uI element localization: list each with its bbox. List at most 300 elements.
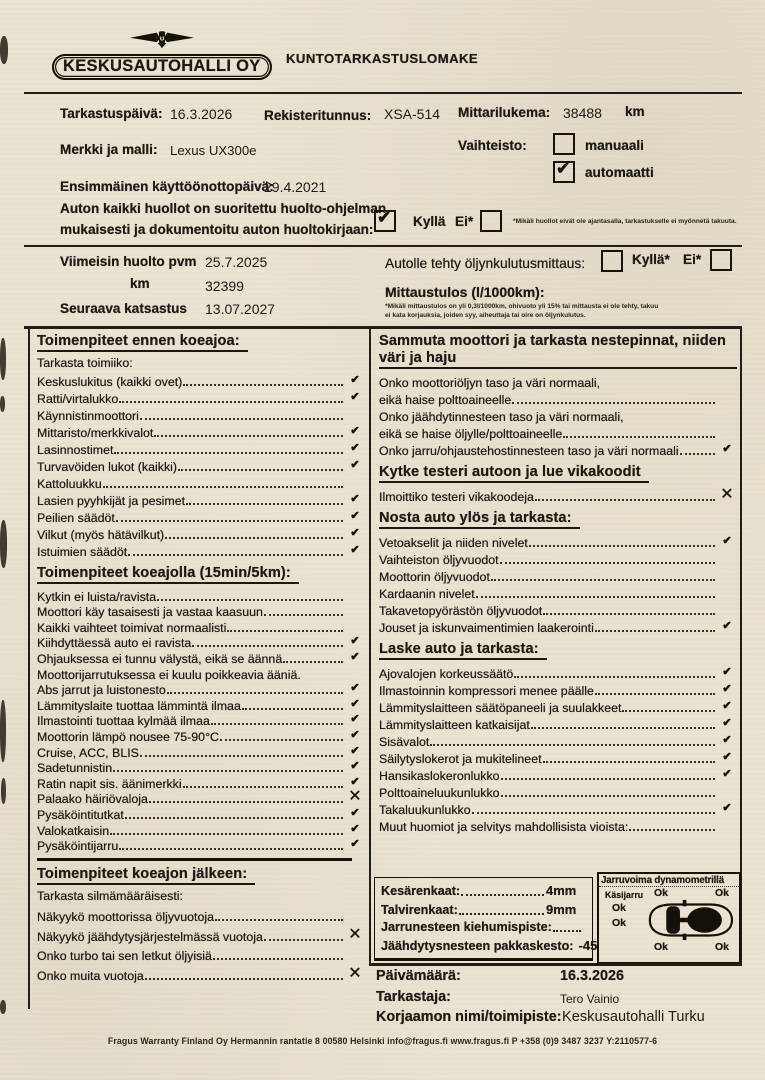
x-mark-icon: ✕ bbox=[348, 964, 362, 982]
dotted-leader bbox=[145, 978, 343, 980]
dotted-leader bbox=[629, 829, 715, 831]
dotted-leader bbox=[113, 770, 343, 772]
checklist-item bbox=[379, 567, 737, 584]
dotted-leader bbox=[103, 486, 343, 488]
checklist-item-label: eikä haise polttoaineelle bbox=[379, 393, 512, 407]
checklist-item bbox=[379, 800, 737, 817]
checklist-item bbox=[379, 601, 737, 618]
inspection-date-value: 16.3.2026 bbox=[170, 106, 233, 122]
x-mark-icon: ✕ bbox=[720, 486, 734, 503]
coolant-row bbox=[381, 937, 598, 953]
brake-dyno-title: Jarruvoima dynamometrillä bbox=[599, 874, 739, 887]
checklist-item-label: Muut huomiot ja selvitys mahdollisista vioista: bbox=[379, 820, 629, 834]
dotted-leader bbox=[165, 537, 343, 539]
odometer-unit: km bbox=[625, 104, 645, 119]
check-mark-icon: ✔ bbox=[350, 425, 360, 437]
dotted-leader bbox=[186, 503, 343, 505]
service-fineprint: *Mikäli huollot eivät ole ajantasalla, tarkastukselle ei myönnetä takuuta. bbox=[513, 218, 737, 225]
checklist-item-label: Ilmoittiko testeri vikakoodeja bbox=[379, 490, 534, 504]
odometer-value: 38488 bbox=[563, 105, 602, 121]
dotted-leader bbox=[125, 817, 343, 819]
winter-tyres-row bbox=[381, 902, 586, 917]
checklist-item-label: Kiihdyttäessä auto ei ravista bbox=[37, 636, 192, 651]
divider bbox=[369, 963, 742, 966]
wheel-ok-front-left: Ok bbox=[654, 887, 669, 899]
section-title-lift: Nosta auto ylös ja tarkasta: bbox=[379, 510, 580, 529]
test-drive-checklist bbox=[37, 588, 365, 853]
checklist-item-label: Istuimien säädöt bbox=[37, 545, 128, 559]
next-inspection-label: Seuraava katsastus bbox=[60, 301, 187, 316]
dotted-leader bbox=[264, 614, 343, 616]
checklist-item bbox=[37, 474, 365, 491]
checklist-item bbox=[37, 389, 365, 406]
dotted-leader bbox=[183, 384, 343, 386]
registration-label: Rekisteritunnus: bbox=[264, 108, 372, 123]
checklist-item-label: Ratin napit sis. äänimerkki bbox=[37, 776, 182, 791]
checklist-item-label: Onko turbo tai sen letkut öljyisiä bbox=[37, 949, 212, 964]
section-title-lower: Laske auto ja tarkasta: bbox=[379, 641, 547, 660]
gearbox-auto-label: automaatti bbox=[585, 165, 654, 180]
dotted-leader bbox=[264, 939, 343, 941]
checklist-item bbox=[37, 775, 365, 791]
post-drive-checklist bbox=[37, 905, 365, 983]
check-mark-icon: ✔ bbox=[350, 635, 360, 648]
left-border bbox=[28, 326, 30, 1009]
fluids-checklist bbox=[379, 373, 737, 458]
logo-text: KESKUSAUTOHALLI OY bbox=[52, 54, 272, 80]
left-column bbox=[37, 333, 365, 983]
dotted-leader bbox=[501, 778, 715, 780]
checklist-item-label: Kytkin ei luista/ravista bbox=[37, 589, 157, 604]
coolant-label: Jäähdytysnesteen pakkaskesto: bbox=[381, 938, 574, 953]
oil-test-label: Autolle tehty öljynkulutusmittaus: bbox=[385, 256, 586, 271]
checklist-item bbox=[379, 487, 737, 504]
dotted-leader bbox=[553, 930, 581, 932]
dotted-leader bbox=[119, 401, 343, 403]
checklist-item-label: Onko muita vuotoja bbox=[37, 968, 144, 983]
dotted-leader bbox=[154, 435, 343, 437]
dotted-leader bbox=[512, 402, 715, 404]
dotted-leader bbox=[680, 453, 715, 455]
check-mark-icon: ✔ bbox=[350, 374, 360, 386]
check-mark-icon: ✔ bbox=[722, 700, 732, 712]
dotted-leader bbox=[140, 755, 343, 757]
checklist-item bbox=[379, 715, 737, 732]
checklist-item-label: Vilkut (myös hätävilkut) bbox=[37, 528, 165, 542]
dotted-leader bbox=[178, 469, 343, 471]
checklist-item bbox=[37, 525, 365, 542]
service-yes-label: Kyllä bbox=[413, 214, 446, 229]
checklist-item-label: Kattoluukku bbox=[37, 477, 102, 491]
dotted-leader bbox=[563, 436, 715, 438]
checklist-item-label: Mittaristo/merkkivalot bbox=[37, 426, 154, 440]
gearbox-auto-checkbox bbox=[553, 161, 575, 183]
dotted-leader bbox=[472, 812, 715, 814]
checklist-item bbox=[379, 441, 737, 458]
checklist-item-label: Pysäköintitutkat bbox=[37, 807, 124, 822]
section-title-fluids-line2: väri ja haju bbox=[379, 350, 737, 369]
checklist-item-label: eikä se haise öljylle/polttoaineelle bbox=[379, 427, 563, 441]
last-service-label: Viimeisin huolto pvm bbox=[60, 254, 197, 269]
service-no-checkbox bbox=[480, 210, 502, 232]
check-mark-icon: ✔ bbox=[722, 620, 732, 632]
wheel-ok-front-right: Ok bbox=[715, 887, 730, 899]
checklist-item-label: Ajovalojen korkeussäätö bbox=[379, 667, 514, 681]
make-model-value: Lexus UX300e bbox=[170, 143, 257, 158]
check-mark-icon: ✔ bbox=[722, 683, 732, 695]
dotted-leader bbox=[140, 418, 343, 420]
dotted-leader bbox=[114, 452, 343, 454]
make-model-label: Merkki ja malli: bbox=[60, 142, 158, 157]
section-subtitle-pre-drive: Tarkasta toimiiko: bbox=[37, 356, 133, 370]
oil-fineprint-line2: ei kata korjauksia, joiden syy, aiheuttaja tai oire on öljynkulutus. bbox=[385, 312, 586, 319]
column-divider bbox=[369, 326, 371, 964]
dotted-leader bbox=[500, 562, 715, 564]
divider bbox=[24, 326, 742, 329]
checklist-item-label: Sadetunnistin bbox=[37, 761, 113, 776]
checklist-item-label: Säilytyslokerot ja mukitelineet bbox=[379, 752, 542, 766]
date-value: 16.3.2026 bbox=[560, 968, 625, 984]
dotted-leader bbox=[476, 596, 715, 598]
scan-artifact bbox=[0, 520, 7, 568]
registration-value: XSA-514 bbox=[384, 106, 441, 122]
dotted-leader bbox=[227, 630, 343, 632]
dotted-leader bbox=[514, 676, 715, 678]
checklist-item-label: Turvavöiden lukot (kaikki) bbox=[37, 460, 178, 474]
inspection-date-label: Tarkastuspäivä: bbox=[60, 106, 163, 121]
check-mark-icon: ✔ bbox=[350, 442, 360, 454]
checklist-item-label: Keskuslukitus (kaikki ovet) bbox=[37, 375, 183, 389]
check-mark-icon: ✔ bbox=[722, 802, 732, 814]
checklist-item-label: Kardaanin nivelet bbox=[379, 587, 475, 601]
checklist-item bbox=[37, 728, 365, 744]
handbrake-label: Käsijarru bbox=[605, 890, 644, 900]
check-mark-icon: ✔ bbox=[350, 544, 360, 556]
checklist-item-label: Onko jarru/ohjaustehostinnesteen taso ja väri normaali bbox=[379, 444, 679, 458]
checklist-item bbox=[379, 584, 737, 601]
dotted-leader bbox=[543, 761, 715, 763]
check-mark-icon: ✔ bbox=[350, 527, 360, 539]
footer-text: Fragus Warranty Finland Oy Hermannin rantatie 8 00580 Helsinki info@fragus.fi www.fragus.fi P +358 (0)9 3487 3237 Y:2110577-6 bbox=[107, 1036, 658, 1046]
summer-tyres-label: Kesärenkaat: bbox=[381, 884, 461, 899]
checklist-item bbox=[37, 542, 365, 559]
summer-tyres-value: 4mm bbox=[546, 883, 577, 899]
dotted-leader bbox=[167, 692, 343, 694]
checklist-item bbox=[379, 817, 737, 834]
checklist-item bbox=[37, 944, 365, 964]
checklist-item bbox=[37, 508, 365, 525]
gearbox-label: Vaihteisto: bbox=[458, 138, 527, 153]
tyre-measurements-box bbox=[374, 877, 598, 961]
section-title-tester: Kytke testeri autoon ja lue vikakoodit bbox=[379, 464, 649, 483]
dotted-leader bbox=[461, 894, 544, 896]
checklist-item bbox=[37, 372, 365, 389]
checklist-item bbox=[37, 963, 365, 983]
checklist-item-label: Vetoakselit ja niiden nivelet bbox=[379, 536, 528, 550]
check-mark-icon: ✔ bbox=[722, 768, 732, 780]
first-registration-label: Ensimmäinen käyttöönottopäivä: bbox=[60, 179, 274, 194]
checklist-item-label: Näkyykö moottorissa öljyvuotoja bbox=[37, 910, 214, 925]
dotted-leader bbox=[543, 613, 715, 615]
checklist-item bbox=[379, 424, 737, 441]
checklist-item bbox=[379, 698, 737, 715]
service-no-label: Ei* bbox=[455, 214, 474, 229]
brake-dyno-box bbox=[597, 872, 741, 964]
checklist-item bbox=[37, 491, 365, 508]
checklist-item bbox=[37, 650, 365, 666]
checklist-item-label: Moottorin öljyvuodot bbox=[379, 570, 490, 584]
checklist-item bbox=[37, 838, 365, 854]
checklist-item bbox=[37, 588, 365, 604]
inspector-value: Tero Vainio bbox=[560, 992, 620, 1006]
section-title-pre-drive: Toimenpiteet ennen koeajoa: bbox=[37, 333, 248, 352]
check-mark-icon: ✔ bbox=[722, 666, 732, 678]
winter-tyres-value: 9mm bbox=[546, 901, 577, 917]
checklist-item-label: Abs jarrut ja luistonesto bbox=[37, 683, 166, 698]
scan-artifact bbox=[0, 700, 6, 762]
first-registration-value: 29.4.2021 bbox=[264, 179, 327, 195]
check-mark-icon: ✔ bbox=[722, 751, 732, 763]
checklist-item-label: Lasien pyyhkijät ja pesimet bbox=[37, 494, 186, 508]
checklist-item-label: Näkyykö jäähdytysjärjestelmässä vuotoja bbox=[37, 929, 263, 944]
date-label: Päivämäärä: bbox=[376, 968, 461, 984]
dotted-leader bbox=[529, 545, 715, 547]
check-mark-icon: ✔ bbox=[350, 459, 360, 471]
wheel-ok-rear-left: Ok bbox=[654, 941, 669, 953]
checklist-item bbox=[37, 905, 365, 925]
service-yes-checkbox bbox=[374, 210, 396, 232]
dotted-leader bbox=[595, 630, 715, 632]
dotted-leader bbox=[622, 710, 715, 712]
company-logo bbox=[52, 30, 272, 80]
checklist-item bbox=[37, 788, 365, 807]
checklist-item bbox=[379, 749, 737, 766]
dotted-leader bbox=[430, 744, 715, 746]
wings-icon bbox=[126, 30, 198, 49]
checklist-item bbox=[379, 533, 737, 550]
checklist-item-label: Palaako häiriövaloja bbox=[37, 792, 148, 807]
dotted-leader bbox=[535, 499, 715, 501]
oil-yes-label: Kyllä* bbox=[632, 252, 670, 267]
divider bbox=[37, 858, 352, 861]
check-mark-icon: ✔ bbox=[350, 682, 360, 695]
checklist-item-label: Polttoaineluukunlukko bbox=[379, 786, 500, 800]
dotted-leader bbox=[531, 727, 715, 729]
dotted-leader bbox=[157, 599, 343, 601]
dotted-leader bbox=[283, 661, 343, 663]
checklist-item bbox=[37, 423, 365, 440]
checklist-item bbox=[37, 457, 365, 474]
checklist-item bbox=[379, 550, 737, 567]
workshop-label: Korjaamon nimi/toimipiste: bbox=[376, 1009, 562, 1025]
check-mark-icon: ✔ bbox=[350, 650, 360, 663]
lower-checklist bbox=[379, 664, 737, 834]
checklist-item bbox=[379, 681, 737, 698]
check-mark-icon: ✔ bbox=[350, 493, 360, 505]
checklist-item bbox=[37, 440, 365, 457]
dotted-leader bbox=[119, 848, 343, 850]
dotted-leader bbox=[192, 645, 343, 647]
checklist-item bbox=[379, 664, 737, 681]
checklist-item bbox=[379, 407, 737, 424]
checklist-item-label: Vaihteiston öljyvuodot bbox=[379, 553, 499, 567]
check-mark-icon: ✔ bbox=[350, 510, 360, 522]
coolant-value: -45 bbox=[578, 937, 598, 953]
checklist-item-label: Hansikaslokeronlukko bbox=[379, 769, 500, 783]
checklist-item-label: Onko moottoriöljyn taso ja väri normaali, bbox=[379, 376, 601, 390]
page-title: KUNTOTARKASTUSLOMAKE bbox=[286, 51, 479, 66]
section-subtitle-post-drive: Tarkasta silmämääräisesti: bbox=[37, 888, 183, 903]
wheel-ok-rear-right: Ok bbox=[715, 941, 730, 953]
checklist-item-label: Takavetopyörästön öljyvuodot bbox=[379, 604, 543, 618]
right-column bbox=[379, 333, 737, 834]
handbrake-ok-2: Ok bbox=[612, 917, 627, 929]
checklist-item bbox=[37, 697, 365, 713]
check-mark-icon: ✔ bbox=[722, 443, 732, 455]
service-statement-line1: Auton kaikki huollot on suoritettu huolto-ohjelman bbox=[60, 201, 387, 216]
checklist-item-label: Moottorin lämpö nousee 75-90°C bbox=[37, 729, 219, 744]
odometer-label: Mittarilukema: bbox=[458, 105, 551, 120]
dotted-leader bbox=[110, 833, 343, 835]
checklist-item bbox=[37, 406, 365, 423]
last-service-km-label: km bbox=[130, 276, 150, 291]
checklist-item-label: Ilmastointi tuottaa kylmää ilmaa bbox=[37, 714, 210, 729]
check-mark-icon: ✔ bbox=[350, 744, 360, 757]
check-mark-icon: ✔ bbox=[350, 838, 360, 851]
last-service-km-value: 32399 bbox=[205, 278, 244, 294]
checklist-item-label: Onko jäähdytinnesteen taso ja väri normaali, bbox=[379, 410, 624, 424]
workshop-value: Keskusautohalli Turku bbox=[562, 1009, 705, 1025]
lift-checklist bbox=[379, 533, 737, 635]
checklist-item-label: Valokatkaisin bbox=[37, 823, 110, 838]
checklist-item bbox=[379, 783, 737, 800]
scan-artifact bbox=[0, 1000, 6, 1014]
check-mark-icon: ✔ bbox=[350, 806, 360, 819]
check-mark-icon: ✔ bbox=[350, 775, 360, 788]
check-mark-icon: ✔ bbox=[350, 728, 360, 741]
checklist-item-label: Jouset ja iskunvaimentimien laakerointi bbox=[379, 621, 594, 635]
dotted-leader bbox=[116, 520, 343, 522]
checklist-item-label: Ratti/virtalukko bbox=[37, 392, 119, 406]
dotted-leader bbox=[213, 958, 343, 960]
inspector-label: Tarkastaja: bbox=[376, 989, 451, 1005]
check-mark-icon: ✔ bbox=[350, 697, 360, 710]
dotted-leader bbox=[459, 913, 544, 915]
x-mark-icon: ✕ bbox=[348, 925, 362, 943]
dotted-leader bbox=[128, 554, 343, 556]
check-mark-icon: ✔ bbox=[350, 713, 360, 726]
scan-artifact bbox=[1, 778, 6, 804]
check-mark-icon: ✔ bbox=[722, 734, 732, 746]
car-top-view-icon bbox=[643, 899, 737, 941]
dotted-leader bbox=[220, 739, 343, 741]
divider bbox=[24, 92, 742, 94]
checklist-item bbox=[37, 822, 365, 838]
checklist-item bbox=[37, 713, 365, 729]
check-mark-icon: ✔ bbox=[350, 760, 360, 773]
section-title-test-drive: Toimenpiteet koeajolla (15min/5km): bbox=[37, 565, 299, 584]
checklist-item-label: Lämmityslaite tuottaa lämmintä ilmaa bbox=[37, 698, 241, 713]
checklist-item bbox=[37, 760, 365, 776]
tester-checklist bbox=[379, 487, 737, 504]
divider bbox=[24, 245, 742, 247]
dotted-leader bbox=[595, 693, 715, 695]
checklist-item-label: Käynnistinmoottori bbox=[37, 409, 139, 423]
dotted-leader bbox=[215, 919, 343, 921]
checklist-item bbox=[37, 604, 365, 620]
checklist-item-label: Kaikki vaihteet toimivat normaalisti bbox=[37, 620, 227, 635]
summer-tyres-row bbox=[381, 883, 586, 898]
checklist-item bbox=[379, 390, 737, 407]
checklist-item-label: Lämmityslaitteen katkaisijat bbox=[379, 718, 530, 732]
checklist-item-label: Ilmastoinnin kompressori menee päälle bbox=[379, 684, 594, 698]
oil-fineprint-line1: *Mikäli mittaustulos on yli 0,3l/1000km, ohivuoto yli 15% tai mittausta ei ole tehty, takuu bbox=[385, 303, 659, 310]
dotted-leader bbox=[149, 801, 343, 803]
oil-result-label: Mittaustulos (l/1000km): bbox=[385, 284, 545, 300]
checklist-item-label: Sisävalot bbox=[379, 735, 430, 749]
winter-tyres-label: Talvirenkaat: bbox=[381, 902, 458, 917]
checklist-item bbox=[37, 635, 365, 651]
check-mark-icon: ✔ bbox=[722, 535, 732, 547]
checklist-item-label: Lasinnostimet bbox=[37, 443, 114, 457]
svg-text:ʊ: ʊ bbox=[159, 33, 165, 43]
checklist-item bbox=[37, 806, 365, 822]
check-mark-icon: ✔ bbox=[722, 717, 732, 729]
checklist-item-label: Takaluukunlukko bbox=[379, 803, 471, 817]
last-service-date: 25.7.2025 bbox=[205, 254, 268, 270]
checklist-item-label: Moottorijarrutuksessa ei kuulu poikkeavia ääniä. bbox=[37, 667, 301, 682]
dotted-leader bbox=[183, 786, 343, 788]
brake-fluid-row bbox=[381, 920, 586, 934]
checklist-item bbox=[37, 619, 365, 635]
checklist-item bbox=[37, 744, 365, 760]
checklist-item bbox=[379, 373, 737, 390]
checklist-item-label: Pysäköintijarru bbox=[37, 839, 119, 854]
right-border bbox=[740, 326, 742, 964]
scan-artifact bbox=[0, 396, 5, 412]
brake-fluid-label: Jarrunesteen kiehumispiste: bbox=[381, 920, 552, 935]
checklist-item-label: Ohjauksessa ei tunnu välystä, eikä se äännä bbox=[37, 651, 283, 666]
check-mark-icon: ✔ bbox=[350, 822, 360, 835]
checklist-item bbox=[37, 666, 365, 682]
dotted-leader bbox=[491, 579, 715, 581]
section-title-fluids-line1: Sammuta moottori ja tarkasta nestepinnat, niiden bbox=[379, 333, 727, 349]
dotted-leader bbox=[242, 708, 343, 710]
gearbox-manual-label: manuaali bbox=[585, 138, 644, 153]
oil-no-checkbox bbox=[710, 249, 732, 271]
check-mark-icon: ✔ bbox=[350, 391, 360, 403]
oil-no-label: Ei* bbox=[683, 252, 702, 267]
scan-artifact bbox=[0, 36, 8, 64]
pre-drive-checklist bbox=[37, 372, 365, 559]
service-statement-line2: mukaisesti ja dokumentoitu auton huoltokirjaan: bbox=[60, 222, 374, 237]
checklist-item bbox=[379, 732, 737, 749]
scan-artifact bbox=[0, 338, 6, 380]
checklist-item-label: Peilien säädöt bbox=[37, 511, 115, 525]
checklist-item bbox=[37, 924, 365, 944]
checklist-item-label: Lämmityslaitteen säätöpaneeli ja suulakkeet bbox=[379, 701, 622, 715]
dotted-leader bbox=[211, 723, 343, 725]
handbrake-ok-1: Ok bbox=[612, 902, 627, 914]
checklist-item-label: Cruise, ACC, BLIS bbox=[37, 745, 139, 760]
dotted-leader bbox=[501, 795, 715, 797]
section-title-post-drive: Toimenpiteet koeajon jälkeen: bbox=[37, 866, 255, 885]
checklist-item bbox=[379, 618, 737, 635]
checklist-item-label: Moottori käy tasaisesti ja vastaa kaasuun bbox=[37, 605, 263, 620]
checklist-item bbox=[37, 682, 365, 698]
gearbox-manual-checkbox bbox=[553, 133, 575, 155]
x-mark-icon: ✕ bbox=[348, 788, 362, 806]
